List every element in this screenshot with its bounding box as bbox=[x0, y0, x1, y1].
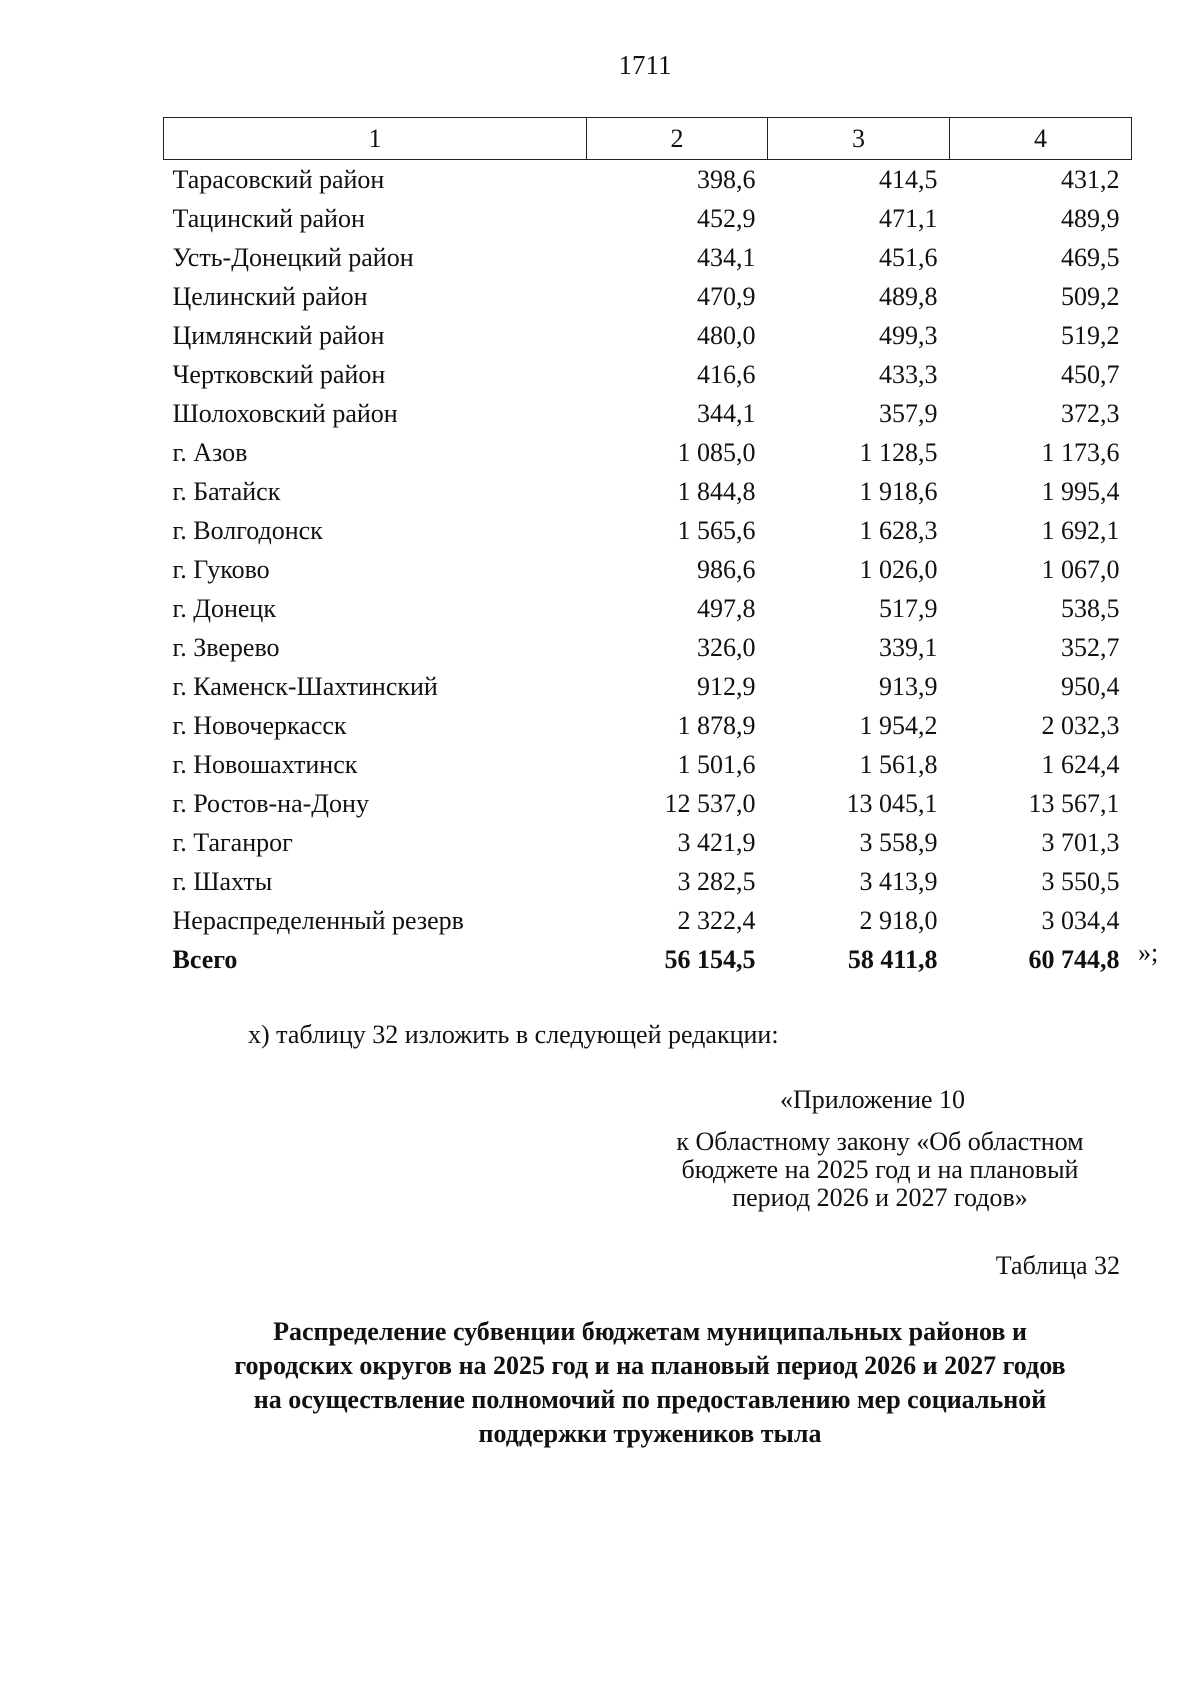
table-row bbox=[164, 784, 1132, 823]
row-label: г. Каменск-Шахтинский bbox=[172, 672, 438, 701]
row-label: г. Новошахтинск bbox=[172, 750, 358, 779]
table-row bbox=[164, 238, 1132, 277]
value-2027: 1 995,4 bbox=[1041, 477, 1120, 506]
row-label: г. Батайск bbox=[172, 477, 281, 506]
row-label: г. Азов bbox=[172, 438, 248, 467]
value-2026: 1 628,3 bbox=[859, 516, 938, 545]
value-2025: 398,6 bbox=[697, 165, 756, 194]
table-row bbox=[164, 472, 1132, 511]
value-2026: 2 918,0 bbox=[859, 906, 938, 935]
table-row bbox=[164, 667, 1132, 706]
value-2027: 3 550,5 bbox=[1041, 867, 1120, 896]
value-2026: 1 954,2 bbox=[859, 711, 938, 740]
value-2025: 2 322,4 bbox=[677, 906, 756, 935]
value-2025: 12 537,0 bbox=[664, 789, 756, 818]
value-2025: 3 282,5 bbox=[677, 867, 756, 896]
row-label: Шолоховский район bbox=[172, 399, 398, 428]
value-2025: 3 421,9 bbox=[677, 828, 756, 857]
value-2026: 499,3 bbox=[879, 321, 938, 350]
total-row bbox=[164, 940, 1132, 979]
value-2026: 433,3 bbox=[879, 360, 938, 389]
value-2025: 416,6 bbox=[697, 360, 756, 389]
row-label: Целинский район bbox=[172, 282, 368, 311]
row-label: г. Донецк bbox=[172, 594, 276, 623]
table-row bbox=[164, 745, 1132, 784]
amendment-instruction: х) таблицу 32 изложить в следующей редакции: bbox=[248, 1020, 779, 1049]
row-label: Тацинский район bbox=[172, 204, 365, 233]
row-label: г. Зверево bbox=[172, 633, 280, 662]
value-2026: 1 026,0 bbox=[859, 555, 938, 584]
table-row bbox=[164, 277, 1132, 316]
value-2025: 344,1 bbox=[697, 399, 756, 428]
table-row bbox=[164, 355, 1132, 394]
value-2026: 451,6 bbox=[879, 243, 938, 272]
row-label: г. Шахты bbox=[172, 867, 273, 896]
total-value-2027: 60 744,8 bbox=[1028, 945, 1120, 974]
value-2026: 3 558,9 bbox=[859, 828, 938, 857]
table-row bbox=[164, 862, 1132, 901]
table-row bbox=[164, 823, 1132, 862]
section-title-line: городских округов на 2025 год и на плановый период 2026 и 2027 годов bbox=[234, 1351, 1066, 1380]
value-2026: 3 413,9 bbox=[859, 867, 938, 896]
value-2027: 469,5 bbox=[1061, 243, 1120, 272]
value-2025: 1 878,9 bbox=[677, 711, 756, 740]
value-2027: 431,2 bbox=[1061, 165, 1120, 194]
value-2026: 414,5 bbox=[879, 165, 938, 194]
value-2025: 326,0 bbox=[697, 633, 756, 662]
row-label: Чертковский район bbox=[172, 360, 386, 389]
value-2027: 450,7 bbox=[1061, 360, 1120, 389]
value-2026: 357,9 bbox=[879, 399, 938, 428]
value-2025: 1 565,6 bbox=[677, 516, 756, 545]
total-value-2026: 58 411,8 bbox=[847, 945, 938, 974]
value-2026: 1 918,6 bbox=[859, 477, 938, 506]
column-header: 1 bbox=[164, 118, 587, 160]
value-2026: 339,1 bbox=[879, 633, 938, 662]
section-title-line: поддержки тружеников тыла bbox=[478, 1419, 822, 1448]
value-2025: 452,9 bbox=[697, 204, 756, 233]
total-label: Всего bbox=[172, 945, 238, 974]
value-2027: 372,3 bbox=[1061, 399, 1120, 428]
value-2027: 352,7 bbox=[1061, 633, 1120, 662]
value-2026: 489,8 bbox=[879, 282, 938, 311]
row-label: г. Гуково bbox=[172, 555, 270, 584]
column-header: 2 bbox=[587, 118, 768, 160]
value-2025: 497,8 bbox=[697, 594, 756, 623]
value-2027: 1 692,1 bbox=[1041, 516, 1120, 545]
section-title bbox=[160, 1315, 1140, 1451]
value-2027: 1 173,6 bbox=[1041, 438, 1120, 467]
table-row bbox=[164, 628, 1132, 667]
page-number: 1711 bbox=[618, 50, 672, 80]
appendix-reference-line: период 2026 и 2027 годов» bbox=[732, 1183, 1028, 1212]
table-label: Таблица 32 bbox=[995, 1251, 1120, 1280]
value-2026: 1 128,5 bbox=[859, 438, 938, 467]
row-label: г. Ростов-на-Дону bbox=[172, 789, 369, 818]
section-title-line: на осуществление полномочий по предоставлению мер социальной bbox=[253, 1385, 1047, 1414]
row-label: г. Волгодонск bbox=[172, 516, 323, 545]
value-2025: 480,0 bbox=[697, 321, 756, 350]
value-2027: 3 034,4 bbox=[1041, 906, 1120, 935]
table-row bbox=[164, 160, 1132, 200]
value-2027: 489,9 bbox=[1061, 204, 1120, 233]
table-body bbox=[164, 160, 1132, 980]
row-label: г. Таганрог bbox=[172, 828, 293, 857]
value-2026: 517,9 bbox=[879, 594, 938, 623]
value-2025: 912,9 bbox=[697, 672, 756, 701]
value-2027: 3 701,3 bbox=[1041, 828, 1120, 857]
value-2025: 986,6 bbox=[697, 555, 756, 584]
value-2027: 13 567,1 bbox=[1028, 789, 1120, 818]
appendix-reference-line: бюджете на 2025 год и на плановый bbox=[681, 1155, 1079, 1184]
value-2026: 13 045,1 bbox=[846, 789, 938, 818]
table-header-row bbox=[164, 118, 1132, 160]
table-row bbox=[164, 706, 1132, 745]
value-2025: 1 085,0 bbox=[677, 438, 756, 467]
value-2027: 1 067,0 bbox=[1041, 555, 1120, 584]
value-2027: 2 032,3 bbox=[1041, 711, 1120, 740]
section-title-line: Распределение субвенции бюджетам муниципальных районов и bbox=[273, 1317, 1027, 1346]
budget-distribution-table bbox=[163, 117, 1132, 979]
total-value-2025: 56 154,5 bbox=[664, 945, 756, 974]
value-2025: 1 501,6 bbox=[677, 750, 756, 779]
appendix-reference-line: к Областному закону «Об областном bbox=[676, 1127, 1084, 1156]
row-label: Нераспределенный резерв bbox=[172, 906, 464, 935]
table-row bbox=[164, 394, 1132, 433]
closing-quote-mark: »; bbox=[1138, 938, 1159, 967]
value-2027: 950,4 bbox=[1061, 672, 1120, 701]
value-2026: 471,1 bbox=[879, 204, 938, 233]
table-row bbox=[164, 550, 1132, 589]
value-2025: 1 844,8 bbox=[677, 477, 756, 506]
value-2026: 913,9 bbox=[879, 672, 938, 701]
value-2027: 519,2 bbox=[1061, 321, 1120, 350]
row-label: Тарасовский район bbox=[172, 165, 385, 194]
table-row bbox=[164, 433, 1132, 472]
row-label: Цимлянский район bbox=[172, 321, 385, 350]
value-2025: 470,9 bbox=[697, 282, 756, 311]
appendix-reference bbox=[640, 1128, 1120, 1212]
table-row bbox=[164, 316, 1132, 355]
value-2025: 434,1 bbox=[697, 243, 756, 272]
table-row bbox=[164, 199, 1132, 238]
value-2027: 1 624,4 bbox=[1041, 750, 1120, 779]
table-row bbox=[164, 901, 1132, 940]
table-row bbox=[164, 589, 1132, 628]
appendix-title: «Приложение 10 bbox=[780, 1085, 966, 1114]
value-2026: 1 561,8 bbox=[859, 750, 938, 779]
row-label: г. Новочеркасск bbox=[172, 711, 347, 740]
column-header: 3 bbox=[768, 118, 950, 160]
table-row bbox=[164, 511, 1132, 550]
row-label: Усть-Донецкий район bbox=[172, 243, 414, 272]
value-2027: 509,2 bbox=[1061, 282, 1120, 311]
value-2027: 538,5 bbox=[1061, 594, 1120, 623]
column-header: 4 bbox=[950, 118, 1132, 160]
